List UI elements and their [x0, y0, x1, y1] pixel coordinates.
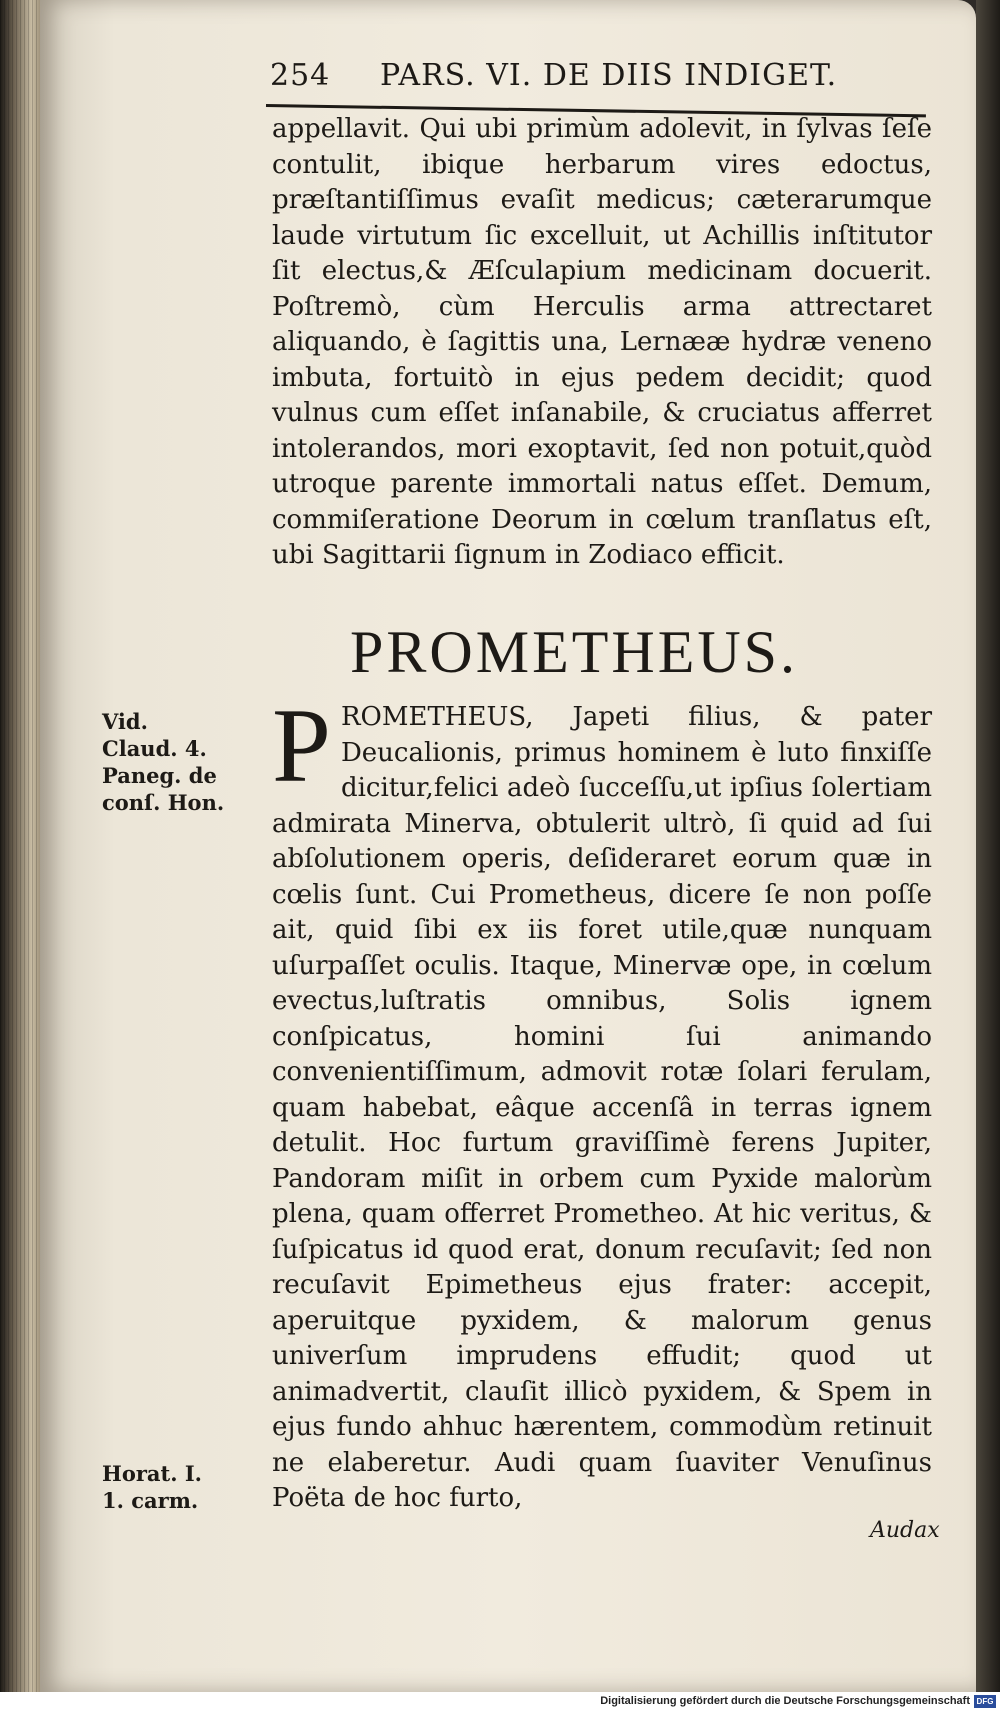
running-header [270, 58, 970, 102]
page-number: 254 [270, 58, 331, 93]
funding-credit: Digitalisierung gefördert durch die Deutsche Forschungsgemeinschaft [600, 1695, 970, 1707]
drop-cap: P [272, 687, 331, 804]
margin-note-claudian [102, 708, 232, 816]
margin-note-line: Horat. I. [102, 1461, 202, 1486]
margin-note-line: conſ. Hon. [102, 790, 225, 815]
paragraph-chiron [272, 112, 932, 574]
facing-page-shadow [976, 0, 1000, 1692]
margin-note-line: 1. carm. [102, 1488, 199, 1513]
section-heading: PROMETHEUS. [350, 619, 799, 685]
paragraph-text: ROMETHEUS, Japeti filius, & pater Deucalionis, primus hominem è luto finxiſſe dicitur,felici adeò ſucceſſu,ut ipſius ſolertiam admirata Minerva, obtulerit ultrò, ſi quid ad ſui abſolutionem operis, deſideraret eorum quæ in cœlis ſunt. Cui Prometheus, dicere ſe non poſſe ait, quid ſibi ex iis foret utile,quæ nunquam uſurpaſſet oculis. Itaque, Minervæ ope, in cœlum evectus,luſtratis omnibus, Solis ignem conſpicatus, homini ſui animando convenientiſſimum, admovit rotæ ſolari ferulam, quam habebat, eâque accenſâ in terras ignem detulit. Hoc furtum graviſſimè ferens Jupiter, Pandoram miſit in orbem cum Pyxide malorùm plena, quam offerret Prometheo. At hic veritus, & ſuſpicatus id quod erat, donum recuſavit; ſed non recuſavit Epimetheus ejus frater: accepit, aperuitque pyxidem, & malorum genus univerſum imprudens effudit; quod ut animadvertit, clauſit illicò pyxidem, & Spem in ejus fundo ahhuc hærentem, commodùm retinuit ne elaberetur. Audi quam ſuaviter Venuſinus Poëta de hoc furto, [272, 702, 932, 1513]
paragraph-text: appellavit. Qui ubi primùm adolevit, in ſylvas ſeſe contulit, ibique herbarum vires edoctus, præſtantiſſimus evaſit medicus; cæterarumque laude virtutum ſic excelluit, ut Achillis inſtitutor ſit electus,& Æſculapium medicinam docuerit. Poſtremò, cùm Herculis arma attrectaret aliquando, è ſagittis una, Lernææ hydræ veneno imbuta, fortuitò in ejus pedem decidit; quod vulnus cum eſſet inſanabile, & cruciatus afferret intolerandos, mori exoptavit, ſed non potuit,quòd utroque parente immortali natus eſſet. Demum, commiſeratione Deorum in cœlum tranſlatus eſt, ubi Sagittarii ſignum in Zodiaco efficit. [272, 114, 932, 570]
digitization-footer [0, 1692, 1000, 1711]
dfg-logo: DFG [974, 1695, 996, 1708]
margin-note-line: Vid. [102, 709, 148, 734]
paragraph-prometheus [272, 687, 932, 1517]
margin-note-line: Claud. 4. [102, 736, 207, 761]
book-page [40, 0, 976, 1692]
margin-note-line: Paneg. de [102, 763, 217, 788]
margin-note-horace [102, 1460, 232, 1514]
running-title: PARS. VI. DE DIIS INDIGET. [380, 58, 838, 93]
catchword: Audax [870, 1518, 940, 1543]
